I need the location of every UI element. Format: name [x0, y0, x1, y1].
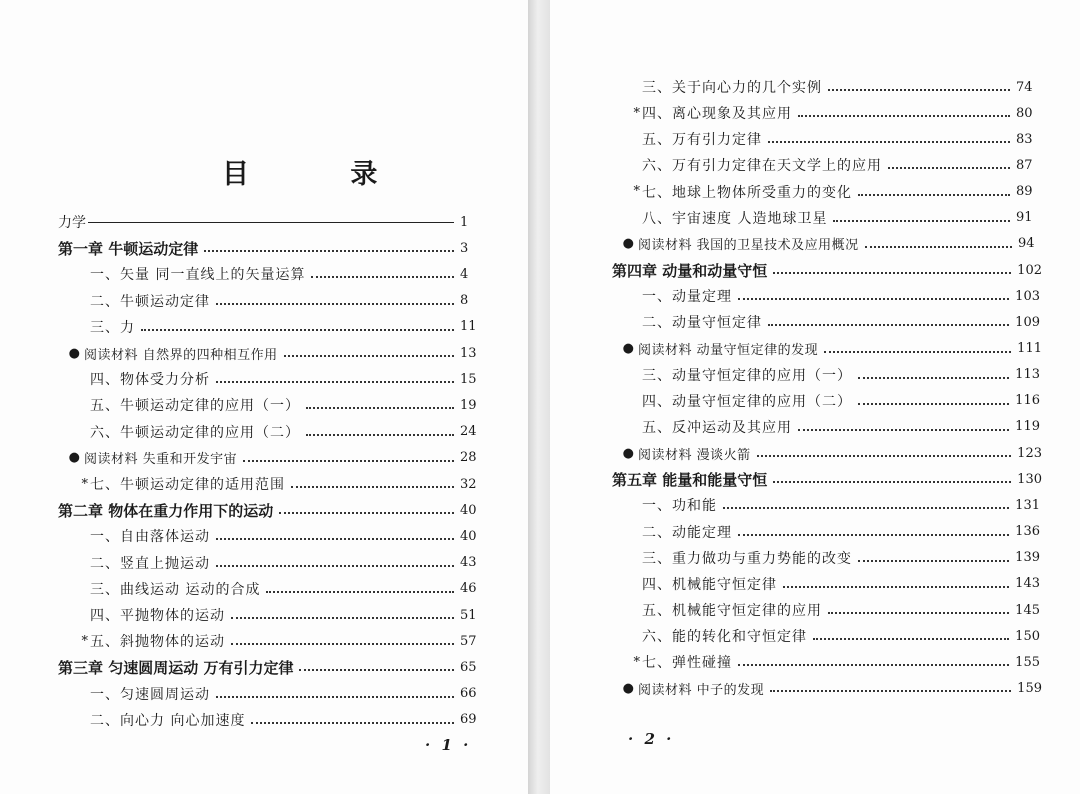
- toc-heading: 目 录: [222, 159, 424, 190]
- dot-leader: [757, 455, 1012, 457]
- dot-leader: [798, 429, 1009, 431]
- toc-entry: [610, 75, 1040, 99]
- toc-entry-title: 六、万有引力定律在天文学上的应用: [642, 158, 882, 175]
- toc-entry: [612, 232, 1042, 256]
- toc-entry-page: 40: [460, 502, 477, 518]
- toc-entry-page: 65: [460, 659, 477, 675]
- dot-leader: [738, 298, 1009, 300]
- toc-entry: [610, 493, 1040, 517]
- dot-leader: [768, 141, 1010, 143]
- toc-entry: [610, 310, 1040, 334]
- toc-entry-page: 40: [460, 528, 477, 544]
- left-page: [0, 0, 528, 794]
- bullet-icon: ●: [622, 236, 634, 252]
- toc-entry-title: 第三章 匀速圆周运动 万有引力定律: [58, 658, 294, 677]
- toc-entry-title: 三、重力做功与重力势能的改变: [642, 550, 852, 567]
- toc-entry: [612, 337, 1042, 361]
- dot-leader: [251, 722, 454, 724]
- toc-entry-page: 145: [1015, 602, 1040, 618]
- dot-leader: [858, 560, 1009, 562]
- toc-entry-page: 103: [1015, 288, 1040, 304]
- dot-leader: [783, 586, 1009, 588]
- toc-entry-title: 一、动量定理: [642, 289, 732, 306]
- page-number-left: · 1 ·: [425, 736, 472, 754]
- bullet-icon: ●: [68, 450, 80, 466]
- toc-entry-title: 四、动量守恒定律的应用（二）: [642, 393, 852, 410]
- toc-entry-page: 102: [1017, 262, 1042, 278]
- dot-leader: [828, 612, 1009, 614]
- toc-entry-page: 15: [460, 371, 477, 387]
- toc-entry: [610, 101, 1040, 125]
- toc-entry: [610, 520, 1040, 544]
- toc-entry-title: 一、功和能: [642, 498, 717, 515]
- dot-leader: [865, 246, 1012, 248]
- toc-entry-title: 一、矢量 同一直线上的矢量运算: [90, 267, 306, 284]
- toc-entry-title: 七、地球上物体所受重力的变化: [642, 184, 852, 201]
- dot-leader: [773, 272, 1011, 274]
- toc-entry: [612, 676, 1042, 700]
- toc-entry: [610, 127, 1040, 151]
- toc-entry-page: 87: [1016, 157, 1033, 173]
- optional-marker: *: [81, 633, 88, 649]
- toc-entry: [610, 415, 1040, 439]
- toc-entry-page: 150: [1015, 628, 1040, 644]
- toc-entry-title: 二、竖直上抛运动: [90, 555, 210, 572]
- toc-entry-page: 113: [1015, 367, 1040, 383]
- toc-entry: [58, 420, 484, 444]
- bullet-icon: ●: [622, 341, 634, 356]
- toc-entry-page: 13: [460, 345, 477, 361]
- toc-entry-title: 阅读材料 中子的发现: [638, 682, 765, 698]
- toc-entry: [610, 546, 1040, 570]
- dot-leader: [311, 276, 454, 278]
- toc-entry-page: 8: [460, 293, 469, 309]
- dot-leader: [773, 481, 1011, 483]
- toc-entry-page: 24: [460, 424, 477, 440]
- toc-entry: [58, 498, 484, 522]
- toc-entry-title: 四、机械能守恒定律: [642, 576, 777, 593]
- toc-entry: [58, 236, 484, 260]
- toc-entry: [58, 262, 484, 286]
- toc-entry-page: 1: [460, 214, 469, 230]
- bullet-icon: ●: [68, 345, 80, 361]
- toc-entry-title: 阅读材料 失重和开发宇宙: [84, 452, 238, 468]
- toc-entry-page: 155: [1015, 654, 1040, 670]
- toc-entry-page: 131: [1015, 497, 1040, 513]
- dot-leader: [216, 538, 454, 540]
- dot-leader: [888, 167, 1010, 169]
- dot-leader: [828, 89, 1010, 91]
- toc-entry-title: 阅读材料 动量守恒定律的发现: [638, 343, 819, 358]
- toc-entry-page: 57: [460, 633, 477, 649]
- toc-entry: [58, 629, 484, 653]
- toc-entry-page: 123: [1017, 445, 1042, 461]
- toc-entry-page: 136: [1015, 524, 1040, 540]
- toc-entry-title: 第一章 牛顿运动定律: [58, 239, 199, 258]
- dot-leader: [798, 115, 1010, 117]
- toc-entry: [610, 624, 1040, 648]
- toc-entry-page: 32: [460, 476, 477, 492]
- dot-leader: [738, 664, 1009, 666]
- toc-entry-page: 119: [1015, 419, 1040, 435]
- dot-leader: [306, 407, 454, 409]
- toc-entry-page: 4: [460, 266, 469, 282]
- dot-leader: [216, 696, 454, 698]
- toc-entry: [610, 206, 1040, 230]
- dot-leader: [738, 534, 1009, 536]
- toc-entry-page: 19: [460, 397, 477, 413]
- toc-entry-title: 力学: [58, 215, 86, 231]
- toc-entry: [58, 655, 484, 679]
- toc-entry: [58, 524, 484, 548]
- toc-entry-title: 三、力: [90, 319, 135, 336]
- right-page: [550, 0, 1080, 794]
- toc-entry: [58, 446, 484, 470]
- dot-leader: [833, 220, 1010, 222]
- toc-entry-title: 二、动能定理: [642, 524, 732, 541]
- toc-entry-title: 八、宇宙速度 人造地球卫星: [642, 210, 828, 227]
- optional-marker: *: [633, 654, 640, 670]
- toc-entry: [58, 472, 484, 496]
- toc-entry: [58, 341, 484, 365]
- dot-leader: [813, 638, 1009, 640]
- optional-marker: *: [81, 476, 88, 492]
- toc-entry-page: 51: [460, 607, 477, 623]
- toc-entry: [610, 363, 1040, 387]
- toc-entry-page: 130: [1017, 471, 1042, 487]
- toc-entry-title: 四、平抛物体的运动: [90, 608, 225, 624]
- toc-entry-page: 111: [1017, 341, 1042, 356]
- toc-entry-title: 第二章 物体在重力作用下的运动: [58, 501, 274, 520]
- toc-entry-title: 五、反冲运动及其应用: [642, 419, 792, 436]
- toc-entry-title: 三、关于向心力的几个实例: [642, 80, 822, 96]
- toc-entry-page: 11: [460, 319, 477, 335]
- toc-entry-page: 80: [1016, 105, 1033, 121]
- toc-entry: [58, 315, 484, 339]
- toc-entry-title: 一、自由落体运动: [90, 529, 210, 546]
- toc-entry-title: 二、动量守恒定律: [642, 315, 762, 332]
- dot-leader: [231, 617, 454, 619]
- toc-entry-page: 143: [1015, 576, 1040, 592]
- dot-leader: [266, 591, 454, 593]
- toc-entry: [58, 289, 484, 313]
- toc-entry: [58, 367, 484, 391]
- toc-entry-title: 三、动量守恒定律的应用（一）: [642, 367, 852, 384]
- dot-leader: [279, 512, 454, 514]
- dot-leader: [88, 222, 454, 223]
- toc-entry-title: 五、牛顿运动定律的应用（一）: [90, 398, 300, 415]
- dot-leader: [231, 643, 454, 645]
- book-gutter: [528, 0, 550, 794]
- toc-entry: [612, 441, 1042, 465]
- dot-leader: [141, 329, 454, 331]
- toc-entry-title: 四、离心现象及其应用: [642, 106, 792, 123]
- toc-entry-page: 94: [1018, 236, 1035, 252]
- toc-entry: [58, 603, 484, 627]
- dot-leader: [858, 403, 1009, 405]
- toc-entry-title: 五、万有引力定律: [642, 132, 762, 149]
- toc-entry-title: 六、能的转化和守恒定律: [642, 629, 807, 646]
- dot-leader: [216, 565, 454, 567]
- toc-entry-title: 第五章 能量和能量守恒: [612, 470, 768, 489]
- dot-leader: [299, 669, 454, 671]
- dot-leader: [204, 250, 454, 252]
- toc-entry-page: 46: [460, 581, 477, 597]
- dot-leader: [858, 377, 1009, 379]
- toc-entry-page: 3: [460, 240, 469, 256]
- toc-entry-page: 69: [460, 712, 477, 728]
- toc-entry-page: 109: [1015, 314, 1040, 330]
- dot-leader: [770, 690, 1011, 692]
- optional-marker: *: [633, 105, 640, 121]
- bullet-icon: ●: [622, 680, 634, 696]
- toc-entry-title: 二、向心力 向心加速度: [90, 712, 246, 729]
- toc-entry-title: 五、斜抛物体的运动: [90, 634, 225, 651]
- dot-leader: [824, 351, 1011, 353]
- dot-leader: [216, 381, 454, 383]
- toc-entry-title: 一、匀速圆周运动: [90, 686, 210, 703]
- toc-entry: [58, 210, 484, 234]
- dot-leader: [216, 303, 454, 305]
- toc-entry-page: 89: [1016, 184, 1033, 200]
- toc-entry: [610, 572, 1040, 596]
- dot-leader: [284, 355, 454, 357]
- toc-entry-page: 139: [1015, 550, 1040, 566]
- toc-entry-title: 阅读材料 我国的卫星技术及应用概况: [638, 238, 859, 254]
- toc-entry-title: 三、曲线运动 运动的合成: [90, 581, 261, 598]
- toc-entry-page: 159: [1017, 680, 1042, 696]
- dot-leader: [291, 486, 454, 488]
- toc-entry: [612, 258, 1042, 282]
- toc-entry-title: 阅读材料 漫谈火箭: [638, 447, 751, 463]
- toc-entry-page: 83: [1016, 131, 1033, 147]
- page-number-right: · 2 ·: [628, 730, 675, 748]
- toc-entry-title: 七、弹性碰撞: [642, 655, 732, 672]
- bullet-icon: ●: [622, 445, 634, 461]
- toc-entry: [610, 153, 1040, 177]
- toc-entry-page: 91: [1016, 210, 1033, 226]
- toc-entry-title: 阅读材料 自然界的四种相互作用: [84, 347, 278, 363]
- toc-entry: [58, 708, 484, 732]
- toc-entry-page: 66: [460, 686, 477, 702]
- optional-marker: *: [633, 184, 640, 200]
- toc-entry-page: 28: [460, 450, 477, 466]
- toc-entry: [612, 467, 1042, 491]
- toc-entry: [610, 284, 1040, 308]
- toc-entry: [58, 577, 484, 601]
- toc-entry-title: 四、物体受力分析: [90, 372, 210, 389]
- toc-entry: [610, 650, 1040, 674]
- toc-entry-title: 六、牛顿运动定律的应用（二）: [90, 424, 300, 441]
- dot-leader: [306, 434, 454, 436]
- toc-entry: [610, 598, 1040, 622]
- dot-leader: [723, 507, 1009, 509]
- toc-entry-page: 116: [1015, 393, 1040, 409]
- toc-entry-page: 74: [1016, 79, 1033, 95]
- toc-entry-title: 七、牛顿运动定律的适用范围: [90, 477, 285, 493]
- toc-entry: [58, 682, 484, 706]
- toc-entry: [58, 393, 484, 417]
- toc-entry: [610, 180, 1040, 204]
- toc-entry-title: 五、机械能守恒定律的应用: [642, 603, 822, 619]
- dot-leader: [243, 460, 454, 462]
- toc-entry-title: 二、牛顿运动定律: [90, 293, 210, 310]
- toc-entry-title: 第四章 动量和动量守恒: [612, 261, 768, 280]
- toc-entry: [610, 389, 1040, 413]
- toc-entry-page: 43: [460, 555, 477, 571]
- dot-leader: [768, 324, 1009, 326]
- toc-entry: [58, 551, 484, 575]
- dot-leader: [858, 194, 1010, 196]
